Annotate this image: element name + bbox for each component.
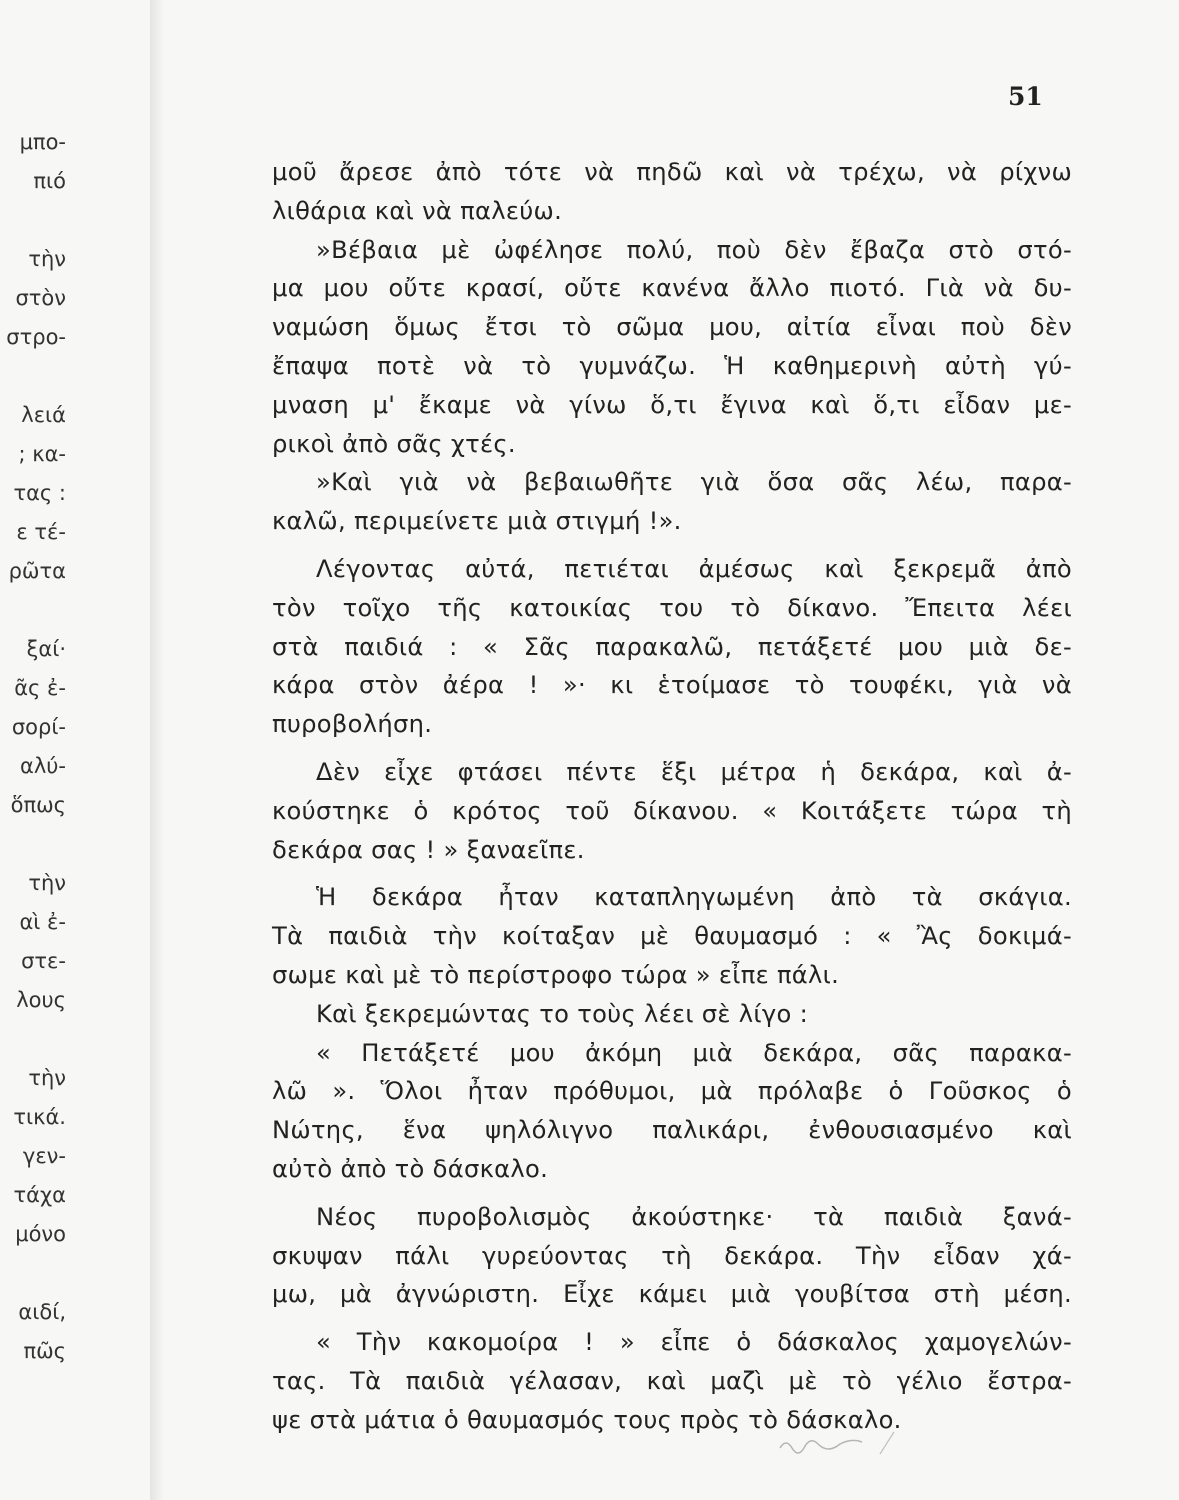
text-line: ψε στὰ μάτια ὁ θαυμασμός τους πρὸς τὸ δάσκαλο. (272, 1405, 902, 1434)
facing-page-line: ρῶτα (8, 559, 66, 583)
page-number: 51 (1008, 82, 1043, 111)
facing-page-line: πῶς (23, 1339, 66, 1363)
facing-page-line: ᾶς ἐ- (14, 676, 66, 700)
text-line: »Καὶ γιὰ νὰ βεβαιωθῆτε γιὰ ὅσα σᾶς λέω, παρα- (316, 468, 1072, 497)
text-line: Νώτης, ἕνα ψηλόλιγνο παλικάρι, ἐνθουσιασμένο καὶ (272, 1116, 1072, 1145)
text-line: καλῶ, περιμείνετε μιὰ στιγμή !». (272, 507, 682, 536)
text-line: τὸν τοῖχο τῆς κατοικίας του τὸ δίκανο. Ἔπειτα λέει (272, 593, 1072, 622)
text-line: κούστηκε ὁ κρότος τοῦ δίκανου. « Κοιτάξετε τώρα τὴ (272, 796, 1072, 825)
pencil-scribble-mark (770, 1418, 910, 1478)
facing-page-line: τας : (13, 481, 66, 505)
text-line: στὰ παιδιά : « Σᾶς παρακαλῶ, πετάξετέ μου μιὰ δε- (272, 632, 1072, 661)
text-line: μω, μὰ ἀγνώριστη. Εἶχε κάμει μιὰ γουβίτσα στὴ μέση. (272, 1280, 1072, 1309)
facing-page-line: σορί- (11, 715, 66, 739)
facing-page-line: γεν- (22, 1144, 66, 1168)
facing-page-line: στρο- (6, 325, 66, 349)
facing-page-line: τὴν (28, 871, 66, 895)
page-body-text (272, 153, 1072, 1440)
text-line: κάρα στὸν ἀέρα ! »· κι ἑτοίμασε τὸ τουφέκι, γιὰ νὰ (272, 671, 1072, 700)
facing-page-line: μόνο (15, 1222, 66, 1246)
facing-page-line: αιδί, (18, 1300, 66, 1324)
facing-page-line: στὸν (15, 286, 66, 310)
facing-page-line: λειά (21, 403, 66, 427)
facing-page-line: αλύ- (20, 754, 66, 778)
text-line: μναση μ' ἔκαμε νὰ γίνω ὅ,τι ἔγινα καὶ ὅ,τι εἶδαν με- (272, 390, 1072, 419)
text-line: ἔπαψα ποτὲ νὰ τὸ γυμνάζω. Ἡ καθημερινὴ αὐτὴ γύ- (272, 351, 1072, 380)
text-line: ρικοὶ ἀπὸ σᾶς χτές. (272, 429, 516, 458)
facing-page-line: τικά. (13, 1105, 66, 1129)
facing-page-line: ; κα- (18, 442, 66, 466)
text-line: ναμώση ὅμως ἔτσι τὸ σῶμα μου, αἰτία εἶναι ποὺ δὲν (272, 313, 1072, 342)
text-line: »Βέβαια μὲ ὠφέλησε πολύ, ποὺ δὲν ἔβαζα στὸ στό- (316, 235, 1072, 264)
text-line: πυροβολήση. (272, 710, 433, 739)
facing-page-line: μπο- (19, 130, 66, 154)
facing-page-line: τάχα (13, 1183, 66, 1207)
text-line: Λέγοντας αὐτά, πετιέται ἀμέσως καὶ ξεκρεμᾶ ἀπὸ (316, 554, 1072, 583)
text-line: Τὰ παιδιὰ τὴν κοίταξαν μὲ θαυμασμό : « Ἂς δοκιμά- (272, 922, 1072, 951)
text-line: τας. Τὰ παιδιὰ γέλασαν, καὶ μαζὶ μὲ τὸ γέλιο ἔστρα- (272, 1366, 1072, 1395)
text-line: σωμε καὶ μὲ τὸ περίστροφο τώρα » εἶπε πάλι. (272, 960, 840, 989)
facing-page-line: ε τέ- (16, 520, 66, 544)
text-line: μα μου οὔτε κρασί, οὔτε κανένα ἄλλο πιοτό. Γιὰ νὰ δυ- (272, 274, 1072, 303)
facing-page-line: λους (16, 988, 66, 1012)
facing-page-line: τὴν (28, 247, 66, 271)
facing-page-line: στε- (21, 949, 66, 973)
scribble-icon (770, 1418, 910, 1478)
text-line: Καὶ ξεκρεμώντας το τοὺς λέει σὲ λίγο : (316, 999, 809, 1028)
text-line: μοῦ ἄρεσε ἀπὸ τότε νὰ πηδῶ καὶ νὰ τρέχω, νὰ ρίχνω (272, 158, 1072, 186)
text-line: αὐτὸ ἀπὸ τὸ δάσκαλο. (272, 1154, 549, 1183)
text-line: Νέος πυροβολισμὸς ἀκούστηκε· τὰ παιδιὰ ξανά- (316, 1202, 1072, 1231)
text-line: Δὲν εἶχε φτάσει πέντε ἕξι μέτρα ἡ δεκάρα, καὶ ἀ- (316, 757, 1072, 786)
facing-page-line: ξαί· (26, 637, 66, 661)
text-line: « Πετάξετέ μου ἀκόμη μιὰ δεκάρα, σᾶς παρακα- (316, 1038, 1072, 1067)
text-line: λῶ ». Ὅλοι ἦταν πρόθυμοι, μὰ πρόλαβε ὁ Γοῦσκος ὁ (272, 1077, 1072, 1106)
text-line: δεκάρα σας ! » ξαναεῖπε. (272, 835, 585, 864)
text-line: « Τὴν κακομοίρα ! » εἶπε ὁ δάσκαλος χαμογελών- (316, 1328, 1072, 1357)
text-line: Ἡ δεκάρα ἦταν καταπληγωμένη ἀπὸ τὰ σκάγια. (316, 883, 1072, 912)
text-line: σκυψαν πάλι γυρεύοντας τὴ δεκάρα. Τὴν εἶδαν χά- (272, 1241, 1072, 1270)
facing-page-line: αὶ ἐ- (19, 910, 66, 934)
facing-page-line: πιό (33, 169, 66, 193)
text-line: λιθάρια καὶ νὰ παλεύω. (272, 196, 563, 225)
book-gutter-shadow (150, 0, 164, 1500)
facing-page-line: τὴν (28, 1066, 66, 1090)
facing-page-line: ὅπως (10, 793, 66, 817)
